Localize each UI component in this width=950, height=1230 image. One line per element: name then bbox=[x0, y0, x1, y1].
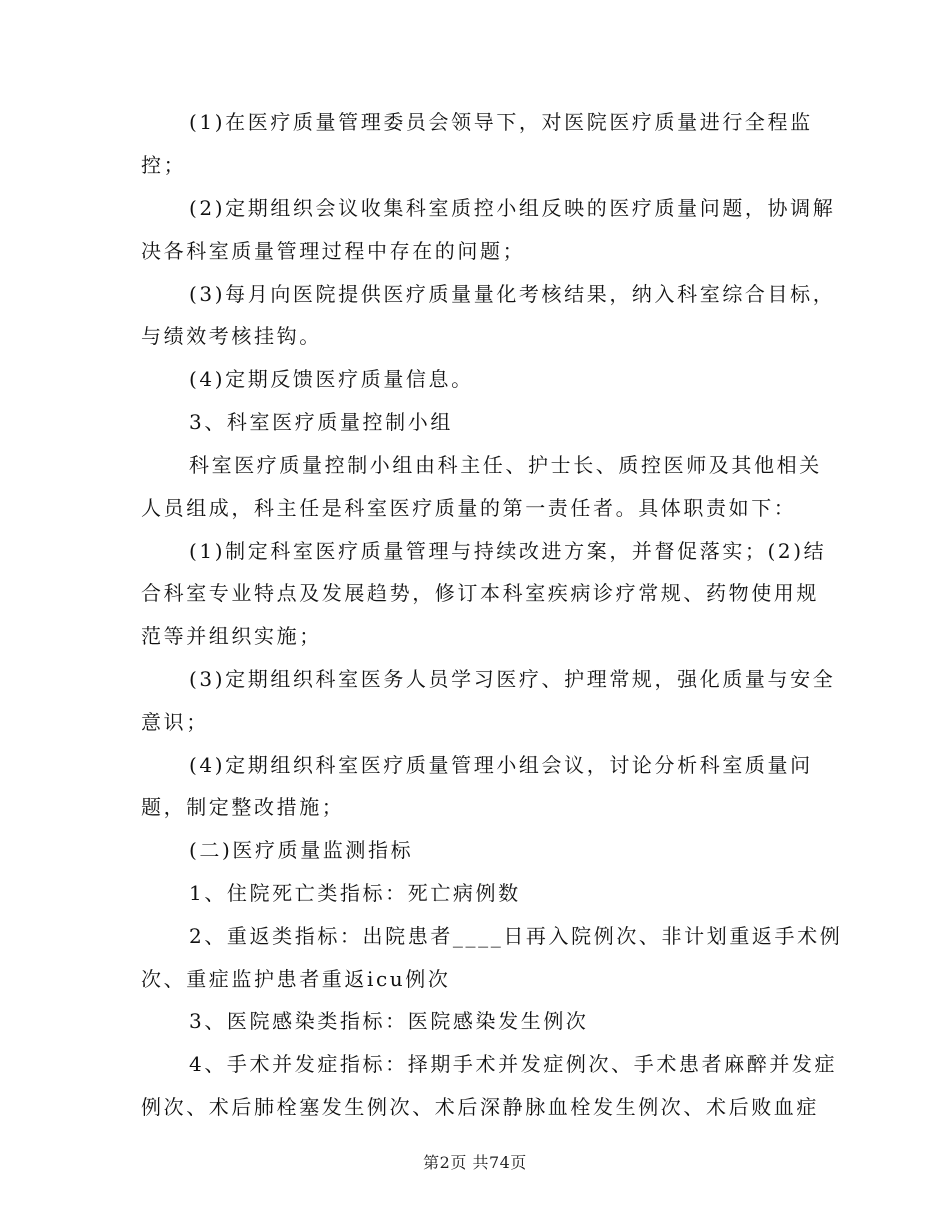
paragraph-line: 与绩效考核挂钩。 bbox=[141, 324, 322, 348]
section-heading: (二)医疗质量监测指标 bbox=[189, 838, 414, 862]
paragraph-line: 次、重症监护患者重返icu例次 bbox=[141, 967, 451, 991]
paragraph-line: 4、手术并发症指标：择期手术并发症例次、手术患者麻醉并发症 bbox=[189, 1052, 838, 1076]
paragraph-line: (2)定期组织会议收集科室质控小组反映的医疗质量问题，协调解 bbox=[189, 196, 836, 220]
paragraph-line: 3、医院感染类指标：医院感染发生例次 bbox=[189, 1009, 589, 1033]
paragraph-line: 合科室专业特点及发展趋势，修订本科室疾病诊疗常规、药物使用规 bbox=[141, 581, 819, 605]
paragraph-line: 控； bbox=[141, 153, 187, 177]
paragraph-line: (1)在医疗质量管理委员会领导下，对医院医疗质量进行全程监 bbox=[189, 110, 813, 134]
paragraph-line: (1)制定科室医疗质量管理与持续改进方案，并督促落实；(2)结 bbox=[189, 539, 827, 563]
paragraph-line: 意识； bbox=[141, 710, 209, 734]
paragraph-line: 例次、术后肺栓塞发生例次、术后深静脉血栓发生例次、术后败血症 bbox=[141, 1095, 819, 1119]
paragraph-line: 1、住院死亡类指标：死亡病例数 bbox=[189, 881, 521, 905]
paragraph-line: (3)定期组织科室医务人员学习医疗、护理常规，强化质量与安全 bbox=[189, 667, 836, 691]
section-heading: 3、科室医疗质量控制小组 bbox=[189, 410, 453, 434]
paragraph-line: 人员组成，科主任是科室医疗质量的第一责任者。具体职责如下： bbox=[141, 496, 797, 520]
paragraph-line: 2、重返类指标：出院患者____日再入院例次、非计划重返手术例 bbox=[189, 924, 843, 948]
paragraph-line: 决各科室质量管理过程中存在的问题； bbox=[141, 239, 526, 263]
page-number: 第2页 共74页 bbox=[423, 1153, 527, 1172]
paragraph-line: 题，制定整改措施； bbox=[141, 795, 345, 819]
paragraph-line: (4)定期组织科室医疗质量管理小组会议，讨论分析科室质量问 bbox=[189, 753, 813, 777]
paragraph-line: 科室医疗质量控制小组由科主任、护士长、质控医师及其他相关 bbox=[189, 453, 822, 477]
paragraph-line: (3)每月向医院提供医疗质量量化考核结果，纳入科室综合目标， bbox=[189, 282, 836, 306]
paragraph-line: (4)定期反馈医疗质量信息。 bbox=[189, 367, 474, 391]
paragraph-line: 范等并组织实施； bbox=[141, 624, 322, 648]
